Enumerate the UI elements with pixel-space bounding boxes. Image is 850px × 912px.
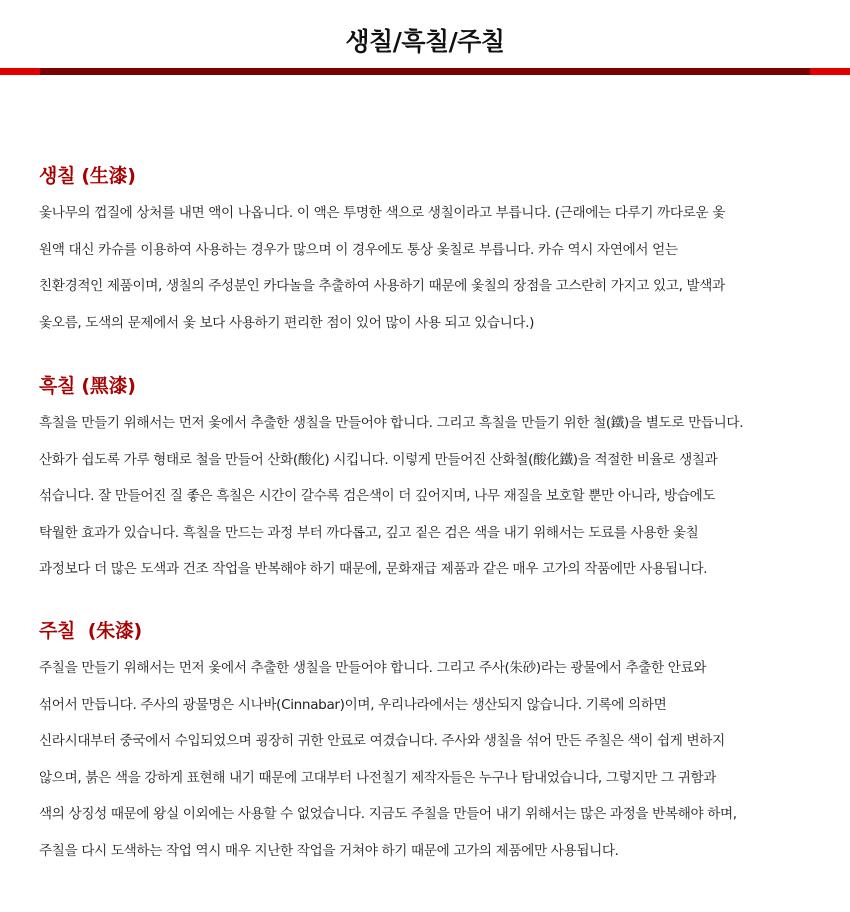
paragraph-line: 주칠을 다시 도색하는 작업 역시 매우 지난한 작업을 거쳐야 하기 때문에 고가의 제품에만 사용됩니다.: [39, 842, 619, 859]
paragraph-line: 원액 대신 카슈를 이용하여 사용하는 경우가 많으며 이 경우에도 통상 옻칠로 부릅니다. 카슈 역시 자연에서 얻는: [39, 241, 678, 258]
section-saengchil: [39, 163, 829, 341]
paragraph-line: 산화가 쉽도록 가루 형태로 철을 만들어 산화(酸化) 시킵니다. 이렇게 만들어진 산화철(酸化鐵)을 적절한 비율로 생칠과: [39, 451, 718, 468]
paragraph-line: 신라시대부터 중국에서 수입되었으며 굉장히 귀한 안료로 여겼습니다. 주사와 생칠을 섞어 만든 주칠은 색이 쉽게 변하지: [39, 733, 725, 749]
title-divider-bar: [0, 68, 850, 75]
paragraph-line: 탁월한 효과가 있습니다. 흑칠을 만드는 과정 부터 까다롭고, 깊고 짙은 검은 색을 내기 위해서는 도료를 사용한 옻칠: [39, 524, 699, 541]
section-heading-saengchil: 생칠 (生漆): [39, 165, 136, 187]
section-juchil: [39, 618, 829, 869]
paragraph-line: 섞습니다. 잘 만들어진 질 좋은 흑칠은 시간이 갈수록 검은색이 더 깊어지며, 나무 재질을 보호할 뿐만 아니라, 방습에도: [39, 488, 716, 504]
section-body-saengchil: [39, 195, 829, 341]
paragraph-line: 섞어서 만듭니다. 주사의 광물명은 시나바(Cinnabar)이며, 우리나라에서는 생산되지 않습니다. 기록에 의하면: [39, 696, 667, 713]
paragraph-line: 주칠을 만들기 위해서는 먼저 옻에서 추출한 생칠을 만들어야 합니다. 그리고 주사(朱砂)라는 광물에서 추출한 안료와: [39, 660, 707, 676]
section-heukchil: [39, 373, 829, 588]
title-divider-accent-right: [810, 68, 850, 75]
section-heading-heukchil: 흑칠 (黑漆): [39, 375, 136, 397]
paragraph-line: 옻나무의 껍질에 상처를 내면 액이 나옵니다. 이 액은 투명한 색으로 생칠이라고 부릅니다. (근래에는 다루기 까다로운 옻: [39, 205, 725, 221]
paragraph-line: 색의 상징성 때문에 왕실 이외에는 사용할 수 없었습니다. 지금도 주칠을 만들어 내기 위해서는 많은 과정을 반복해야 하며,: [39, 806, 737, 822]
section-body-juchil: [39, 650, 829, 869]
paragraph-line: 흑칠을 만들기 위해서는 먼저 옻에서 추출한 생칠을 만들어야 합니다. 그리고 흑칠을 만들기 위한 철(鐵)을 별도로 만듭니다.: [39, 415, 744, 431]
paragraph-line: 친환경적인 제품이며, 생칠의 주성분인 카다놀을 추출하여 사용하기 때문에 옻칠의 장점을 고스란히 가지고 있고, 발색과: [39, 278, 725, 294]
paragraph-line: 옻오름, 도색의 문제에서 옻 보다 사용하기 편리한 점이 있어 많이 사용 되고 있습니다.): [39, 314, 535, 331]
page-title: 생칠/흑칠/주칠: [345, 27, 505, 56]
section-body-heukchil: [39, 405, 829, 588]
paragraph-line: 않으며, 붉은 색을 강하게 표현해 내기 때문에 고대부터 나전칠기 제작자들은 누구나 탐내었습니다, 그렇지만 그 귀함과: [39, 769, 717, 786]
paragraph-line: 과정보다 더 많은 도색과 건조 작업을 반복해야 하기 때문에, 문화재급 제품과 같은 매우 고가의 작품에만 사용됩니다.: [39, 561, 708, 577]
title-divider-accent-left: [0, 68, 40, 75]
section-heading-juchil: 주칠 (朱漆): [39, 620, 142, 642]
